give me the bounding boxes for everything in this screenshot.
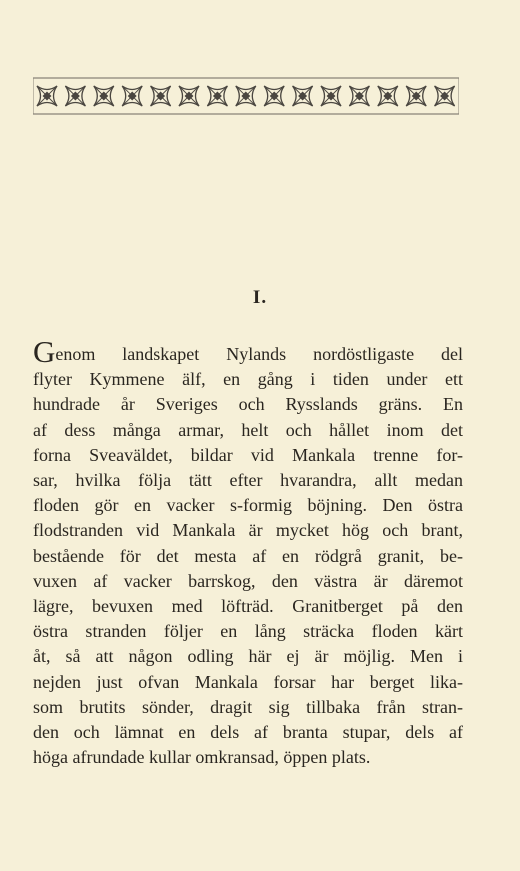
text-line	[33, 745, 463, 770]
ornament-motif	[122, 86, 142, 106]
text-line-content: östra stranden följer en lång sträcka floden kärt	[33, 621, 463, 642]
text-line-content: bestående för det mesta af en rödgrå granit, be-	[33, 545, 463, 566]
chapter-heading: I.	[252, 287, 268, 308]
ornament-motif	[151, 86, 171, 106]
text-line-content: hundrade år Sveriges och Rysslands gräns. En	[33, 394, 463, 415]
text-line-content: floden gör en vacker s-formig böjning. Den östra	[33, 495, 463, 516]
text-line	[33, 569, 463, 594]
text-line	[33, 468, 463, 493]
text-line-content: den och lämnat en dels af branta stupar, dels af	[33, 722, 463, 743]
ornament-motif	[65, 86, 85, 106]
ornament-motif	[435, 86, 455, 106]
text-line-content: sar, hvilka följa tätt efter hvarandra, allt medan	[33, 470, 463, 491]
ornament-motif	[264, 86, 284, 106]
ornament-motif	[207, 86, 227, 106]
ornament-motif	[293, 86, 313, 106]
text-line	[33, 594, 463, 619]
ornament-motif	[236, 86, 256, 106]
ornament-motif	[349, 86, 369, 106]
text-line	[33, 418, 463, 443]
ornament-motif	[378, 86, 398, 106]
text-line	[33, 670, 463, 695]
text-line-content: nejden just ofvan Mankala forsar har berget lika-	[33, 671, 463, 692]
ornament-motif	[406, 86, 426, 106]
text-line	[33, 443, 463, 468]
ornament-motif	[37, 86, 57, 106]
text-line	[33, 334, 463, 369]
ornament-motif	[321, 86, 341, 106]
text-line-content: enom landskapet Nylands nordöstligaste del	[55, 344, 463, 364]
text-line	[33, 644, 463, 669]
text-line-content: forna Sveaväldet, bildar vid Mankala trenne for-	[33, 444, 463, 465]
text-line	[33, 544, 463, 569]
text-line	[33, 695, 463, 720]
text-line-content: af dess många armar, helt och hållet inom det	[33, 419, 463, 440]
text-line	[33, 720, 463, 745]
text-line	[33, 493, 463, 518]
text-line	[33, 518, 463, 543]
text-line-content: åt, så att någon odling här ej är möjlig. Men i	[33, 646, 463, 667]
text-line	[33, 619, 463, 644]
text-line-content: flyter Kymmene älf, en gång i tiden under ett	[33, 369, 463, 390]
text-line-content: flodstranden vid Mankala är mycket hög och brant,	[33, 520, 463, 541]
drop-cap: G	[33, 334, 56, 369]
text-line-content: lägre, bevuxen med löfträd. Granitberget på den	[33, 596, 463, 617]
text-line-content: höga afrundade kullar omkransad, öppen plats.	[33, 747, 371, 768]
text-line-content: som brutits sönder, dragit sig tillbaka från stran-	[33, 696, 463, 717]
text-line-content: vuxen af vacker barrskog, den västra är däremot	[33, 570, 463, 591]
ornamental-header-band	[33, 76, 459, 116]
ornament-motif	[179, 86, 199, 106]
text-line	[33, 392, 463, 417]
ornament-motif	[94, 86, 114, 106]
text-line	[33, 367, 463, 392]
body-text	[33, 334, 463, 770]
